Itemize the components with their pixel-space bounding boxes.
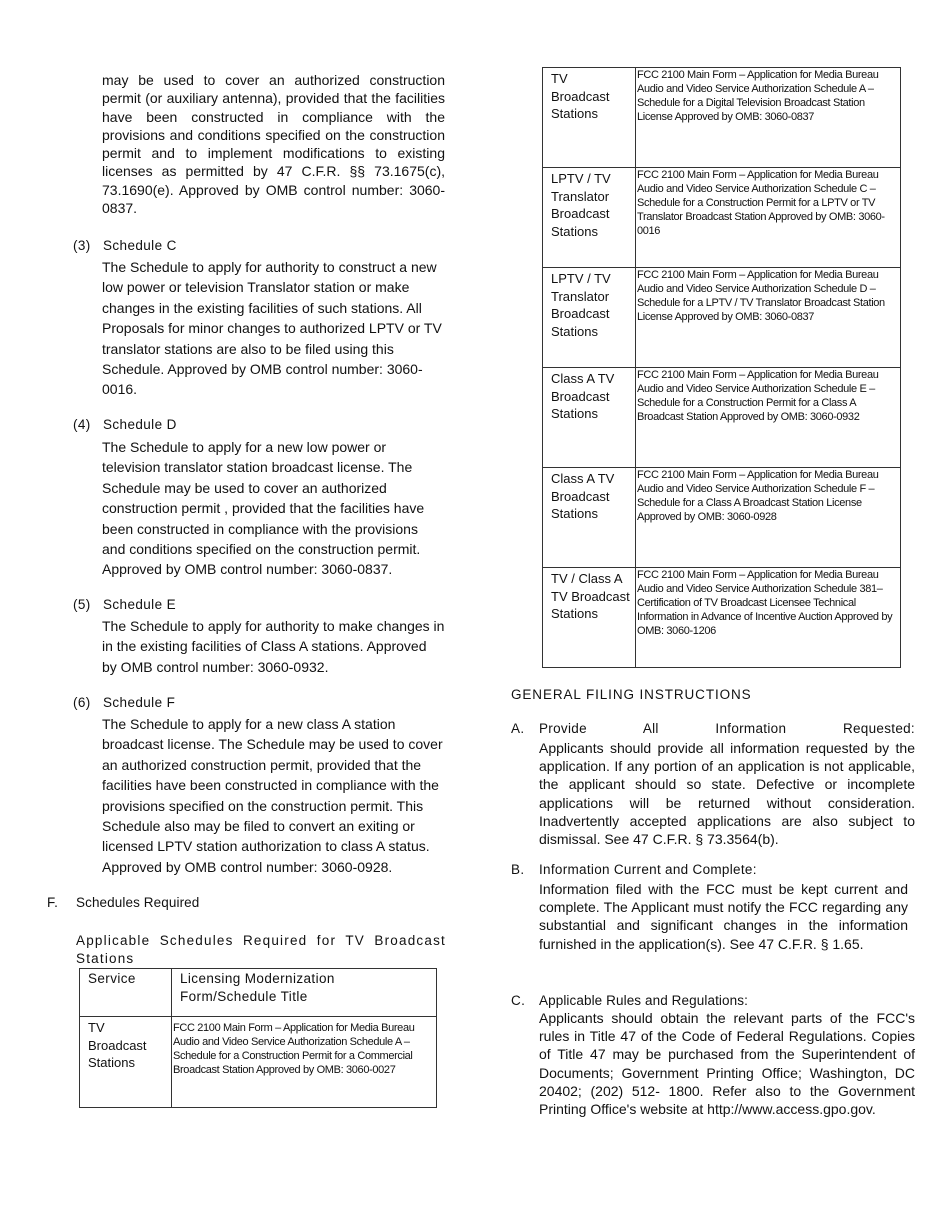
schedule-c-text: The Schedule to apply for authority to construct a new low power or television Translator station or make changes in the existing facilities of such stations. All Proposals for minor changes to authorized LPTV or TV translator stations are also to be filed using this Schedule. Approved by OMB control number: 3060-0016. (102, 259, 442, 398)
schedule-c-title: Schedule C (103, 238, 177, 253)
header-form-text: Licensing Modernization Form/Schedule Title (180, 971, 335, 1004)
form-cell (636, 468, 901, 568)
instruction-c-text: Applicants should obtain the relevant parts of the FCC's rules in Title 47 of the Code of Federal Regulations. Copies of Title 47 may be purchased from the Superintendent of Documents; Government Printing Office; Washington, DC 20402; (202) 512- 1800. Refer also to the Government Printing Office's website at http://www.access.gpo.gov. (539, 1010, 915, 1118)
instruction-a-title: Provide All Information Requested: (539, 721, 915, 736)
form-cell (636, 268, 901, 368)
service-text: TV / Class A TV Broadcast Stations (551, 571, 630, 622)
general-instructions-heading: GENERAL FILING INSTRUCTIONS (511, 687, 752, 702)
instruction-b-letter: B. (511, 862, 525, 877)
form-text: FCC 2100 Main Form – Application for Media Bureau Audio and Video Service Authorization Schedule 381– Certification of TV Broadcast Licensee Technical Information in Advance of Incentive Auction Approved by OMB: 3060-1206 (637, 569, 893, 637)
service-cell (543, 468, 636, 568)
form-text: FCC 2100 Main Form – Application for Media Bureau Audio and Video Service Authorization Schedule A – Schedule for a Digital Television Broadcast Station License Approved by OMB: 3060-0837 (637, 69, 879, 123)
form-cell (636, 568, 901, 668)
form-text: FCC 2100 Main Form – Application for Media Bureau Audio and Video Service Authorization Schedule D – Schedule for a LPTV / TV Translator Broadcast Station License Approved by OMB: 3060-0837 (637, 269, 885, 323)
service-cell (543, 568, 636, 668)
schedule-e-text: The Schedule to apply for authority to make changes in in the existing facilities of Class A stations. Approved by OMB control number: 3060-0932. (102, 618, 445, 675)
schedule-d-title: Schedule D (103, 417, 177, 432)
schedules-table-left (79, 968, 437, 1108)
schedule-f-text: The Schedule to apply for a new class A station broadcast license. The Schedule may be used to cover an authorized construction permit, provided that the facilities have been constructed in compliance with the provisions specified on the construction permit. This Schedule also may be filed to convert an exiting or licensed LPTV station authorization to class A status. Approved by OMB control number: 3060-0928. (102, 716, 443, 875)
service-cell (543, 368, 636, 468)
form-text: FCC 2100 Main Form – Application for Media Bureau Audio and Video Service Authorization Schedule F – Schedule for a Class A Broadcast Station License Approved by OMB: 3060-0928 (637, 469, 879, 523)
service-text: TV Broadcast Stations (88, 1020, 147, 1071)
instruction-b-title: Information Current and Complete: (539, 862, 757, 877)
table-row (543, 268, 901, 368)
table-caption: Applicable Schedules Required for TV Broadcast Stations (76, 933, 446, 966)
service-cell (543, 168, 636, 268)
form-cell (172, 1017, 437, 1108)
service-text: LPTV / TV Translator Broadcast Stations (551, 171, 611, 239)
form-cell (636, 168, 901, 268)
form-cell (636, 368, 901, 468)
form-cell (636, 68, 901, 168)
header-cell-form (172, 969, 437, 1017)
table-row (543, 68, 901, 168)
instruction-a-text: Applicants should provide all information requested by the application. If any portion of an application is not applicable, the applicant should so state. Defective or incomplete applications will be returned without consideration. Inadvertently accepted applications are also subject to dismissal. See 47 C.F.R. § 73.3564(b). (539, 740, 915, 848)
table-row (80, 1017, 437, 1108)
table-header-row (80, 969, 437, 1017)
schedules-table-right (542, 67, 901, 668)
service-cell (543, 268, 636, 368)
instruction-c-title: Applicable Rules and Regulations: (539, 993, 748, 1008)
form-text: FCC 2100 Main Form – Application for Media Bureau Audio and Video Service Authorization Schedule A – Schedule for a Construction Permit for a Commercial Broadcast Station Approved by OMB: 3060-0027 (173, 1022, 415, 1076)
section-f-title: Schedules Required (76, 895, 200, 910)
form-text: FCC 2100 Main Form – Application for Media Bureau Audio and Video Service Authorization Schedule E – Schedule for a Construction Permit for a Class A Broadcast Station Approved by OMB: 3060-0932 (637, 369, 879, 423)
item-number-f: (6) (73, 695, 91, 710)
schedule-e-title: Schedule E (103, 597, 177, 612)
item-number-d: (4) (73, 417, 91, 432)
service-text: Class A TV Broadcast Stations (551, 471, 615, 522)
service-text: TV Broadcast Stations (551, 71, 610, 122)
schedule-d-text: The Schedule to apply for a new low power or television translator station broadcast license. The Schedule may be used to cover an authorized construction permit , provided that the facilities have been constructed in compliance with the provisions and conditions specified on the construction permit. Approved by OMB control number: 3060-0837. (102, 439, 425, 578)
section-f-letter: F. (47, 895, 59, 910)
instruction-b-text: Information filed with the FCC must be kept current and complete. The Applicant must notify the FCC regarding any substantial and significant changes in the information furnished in the application(s). See 47 C.F.R. § 1.65. (539, 881, 908, 952)
instruction-a-letter: A. (511, 721, 525, 736)
schedule-f-title: Schedule F (103, 695, 176, 710)
table-row (543, 468, 901, 568)
table-row (543, 368, 901, 468)
table-row (543, 168, 901, 268)
instruction-c-letter: C. (511, 993, 526, 1008)
service-cell (80, 1017, 172, 1108)
item-number-c: (3) (73, 238, 91, 253)
form-text: FCC 2100 Main Form – Application for Media Bureau Audio and Video Service Authorization Schedule C – Schedule for a Construction Permit for a LPTV or TV Translator Broadcast Station Approved by OMB: 3060-0016 (637, 169, 885, 237)
service-cell (543, 68, 636, 168)
item-number-e: (5) (73, 597, 91, 612)
intro-paragraph: may be used to cover an authorized construction permit (or auxiliary antenna), provided that the facilities have been constructed in compliance with the provisions and conditions specified on the construction permit and to implement modifications to existing licenses as permitted by 47 C.F.R. §§ 73.1675(c), 73.1690(e). Approved by OMB control number: 3060-0837. (102, 72, 445, 217)
header-cell-service (80, 969, 172, 1017)
header-service-text: Service (88, 971, 136, 986)
table-row (543, 568, 901, 668)
service-text: Class A TV Broadcast Stations (551, 371, 615, 422)
service-text: LPTV / TV Translator Broadcast Stations (551, 271, 611, 339)
